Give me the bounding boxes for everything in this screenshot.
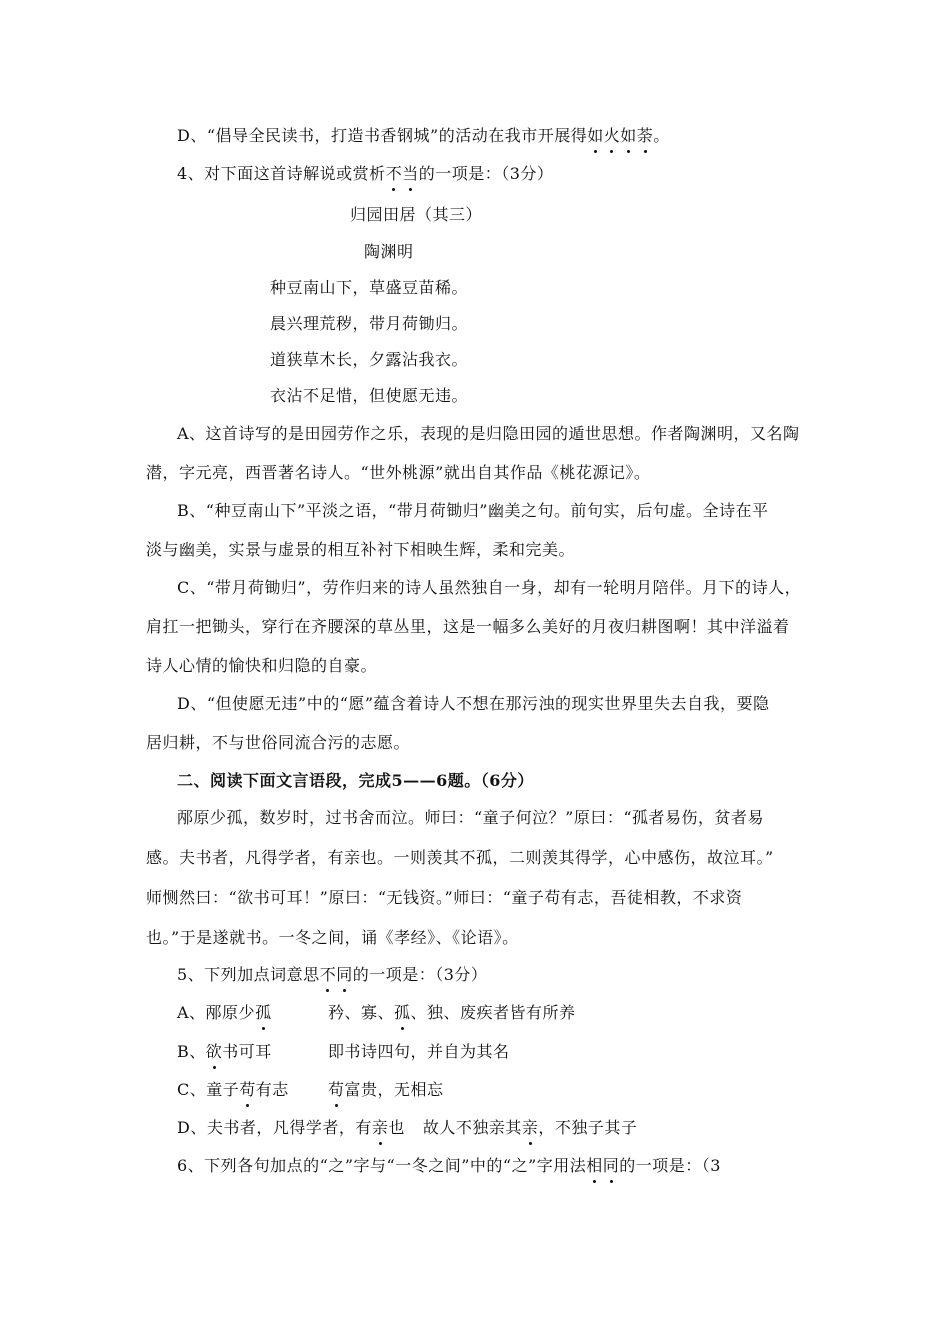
emphasis-char: 如 xyxy=(620,126,637,145)
q5-option-b-right: 即书诗四句，并自为其名 xyxy=(328,1042,510,1061)
q5-option-d: D、夫书者，凡得学者，有亲也 故人不独亲其亲，不独子其子 xyxy=(177,1118,638,1137)
q4-option-d-line: 居归耕，不与世俗同流合污的志愿。 xyxy=(146,733,411,752)
passage-line: 感。夫书者，凡得学者，有亲也。一则羡其不孤，二则羡其得学，心中感伤，故泣耳。” xyxy=(146,848,774,867)
poem-title: 归园田居（其三） xyxy=(350,205,483,224)
emphasis-char: 如 xyxy=(587,126,604,145)
passage-line: 也。”于是遂就书。一冬之间，诵《孝经》、《论语》。 xyxy=(146,928,519,947)
emphasis-char: 孤 xyxy=(394,1003,411,1022)
q4-stem: 4、对下面这首诗解说或赏析不当的一项是：（3分） xyxy=(177,164,554,183)
q5-option-c-right: 苟富贵，无相忘 xyxy=(328,1080,444,1099)
poem-line: 晨兴理荒秽，带月荷锄归。 xyxy=(270,314,469,333)
poem-line: 道狭草木长，夕露沾我衣。 xyxy=(270,350,469,369)
q4-option-c-line: C、“带月荷锄归”，劳作归来的诗人虽然独自一身，却有一轮明月陪伴。月下的诗人， xyxy=(177,578,802,597)
passage-line: 师恻然曰：“欲书可耳！”原曰：“无钱资。”师曰：“童子苟有志，吾徒相教，不求资 xyxy=(146,888,743,907)
emphasis-char: 欲 xyxy=(205,1042,223,1061)
poem-line: 衣沾不足惜，但使愿无违。 xyxy=(270,386,469,405)
passage-line: 邴原少孤，数岁时，过书舍而泣。师曰：“童子何泣？”原曰：“孤者易伤，贫者易 xyxy=(177,808,765,827)
q3-option-d: D、“倡导全民读书，打造书香钢城”的活动在我市开展得如火如荼。 xyxy=(177,126,670,145)
q4-option-c-line: 肩扛一把锄头，穿行在齐腰深的草丛里，这是一幅多么美好的月夜归耕图啊！其中洋溢着 xyxy=(146,617,790,636)
q4-option-b-line: B、“种豆南山下”平淡之语，“带月荷锄归”幽美之句。前句实，后句虚。全诗在平 xyxy=(177,501,769,520)
q5-option-b-left: B、欲书可耳 xyxy=(177,1042,272,1061)
emphasis-char: 同 xyxy=(336,965,353,984)
poem-line: 种豆南山下，草盛豆苗稀。 xyxy=(270,278,469,297)
emphasis-char: 亲 xyxy=(371,1118,389,1137)
q5-option-a-left: A、邴原少孤 xyxy=(177,1003,272,1022)
emphasis-char: 荼 xyxy=(636,126,654,145)
q4-option-d-line: D、“但使愿无违”中的“愿”蕴含着诗人不想在那污浊的现实世界里失去自我，要隐 xyxy=(177,694,770,713)
emphasis-char: 火 xyxy=(603,126,621,145)
q4-option-a-line: 潜，字元亮，西晋著名诗人。“世外桃源”就出自其作品《桃花源记》。 xyxy=(146,463,651,482)
emphasis-char: 孤 xyxy=(255,1003,272,1022)
emphasis-char: 当 xyxy=(402,164,419,183)
emphasis-char: 苟 xyxy=(239,1080,256,1099)
emphasis-char: 不 xyxy=(319,965,337,984)
emphasis-char: 不 xyxy=(385,164,403,183)
q4-option-c-line: 诗人心情的愉快和归隐的自豪。 xyxy=(146,656,378,675)
q4-option-a-line: A、这首诗写的是田园劳作之乐，表现的是归隐田园的遁世思想。作者陶渊明，又名陶 xyxy=(177,424,800,443)
q6-stem: 6、下列各句加点的“之”字与“一冬之间”中的“之”字用法相同的一项是：（3 xyxy=(177,1156,721,1175)
q5-option-c-left: C、童子苟有志 xyxy=(177,1080,289,1099)
emphasis-char: 相 xyxy=(586,1156,603,1175)
q4-option-b-line: 淡与幽美，实景与虚景的相互补衬下相映生辉，柔和完美。 xyxy=(146,540,576,559)
q5-option-a-right: 矜、寡、孤、独、废疾者皆有所养 xyxy=(328,1003,576,1022)
emphasis-char: 亲 xyxy=(521,1118,539,1137)
q5-stem: 5、下列加点词意思不同的一项是：（3分） xyxy=(177,965,488,984)
emphasis-char: 苟 xyxy=(328,1080,345,1099)
emphasis-char: 同 xyxy=(602,1156,620,1175)
poem-author: 陶渊明 xyxy=(364,242,414,261)
section-heading: 二、阅读下面文言语段，完成5——6题。（6分） xyxy=(177,771,534,790)
